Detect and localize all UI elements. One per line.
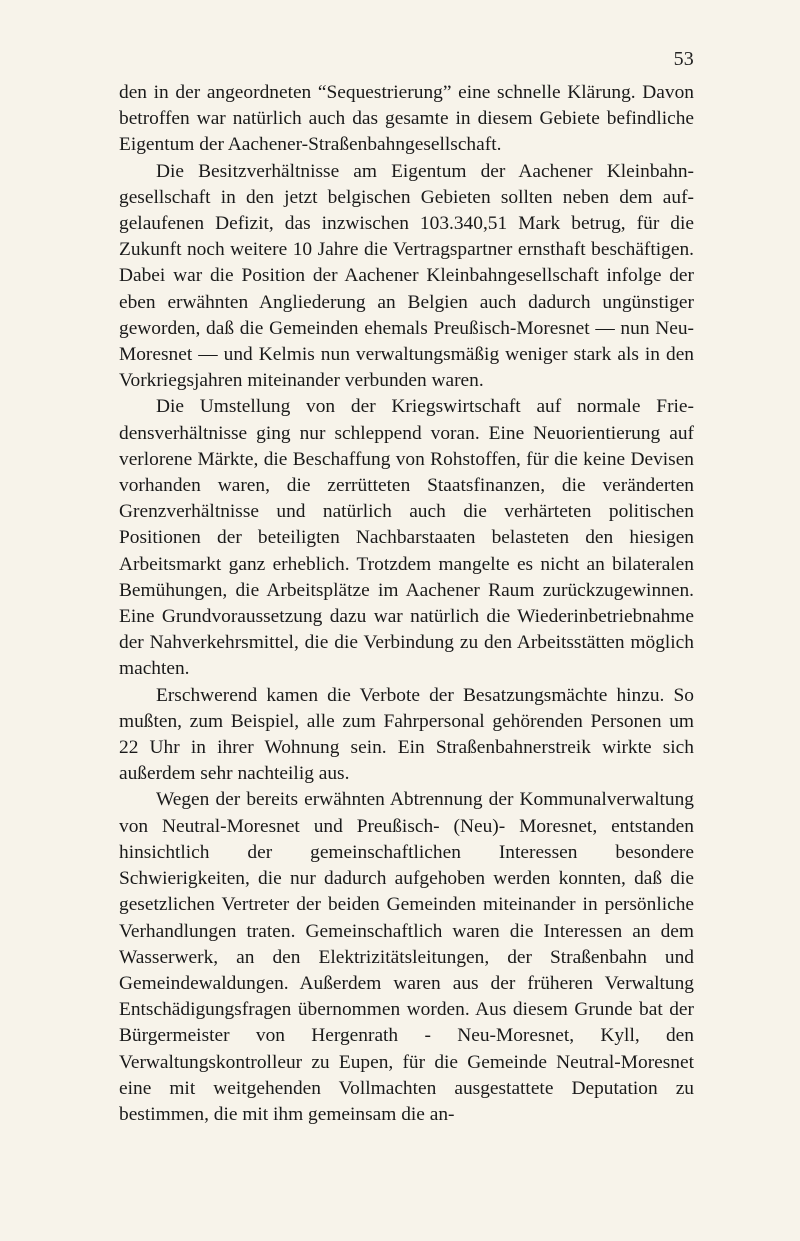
page-number: 53 [673, 48, 694, 70]
body-text [119, 80, 694, 1128]
paragraph-1: den in der angeordneten “Sequestrierung” eine schnelle Klärung. Davon betroffen war natürlich auch das gesamte in diesem Gebiete befindliche Eigentum der Aachener-Straßenbahngesellschaft. [119, 82, 694, 156]
paragraph-4: Erschwerend kamen die Verbote der Besatzungsmächte hinzu. So mußten, zum Beispiel, alle zum Fahrpersonal gehörenden Personen um 22 Uhr in ihrer Wohnung sein. Ein Straßenbahnerstreik wirkte sich außerdem sehr nachteilig aus. [119, 684, 694, 785]
paragraph-2: Die Besitzverhältnisse am Eigentum der Aachener Kleinbahngesellschaft in den jetzt belgischen Gebieten sollten neben dem aufgelaufenen Defizit, das inzwischen 103.340,51 Mark betrug, für die Zukunft noch weitere 10 Jahre die Vertragspartner ernsthaft beschäftigen. Dabei war die Position der Aachener Kleinbahngesellschaft infolge der eben erwähnten Angliederung an Belgien auch dadurch ungünstiger geworden, daß die Gemeinden ehemals Preußisch-Moresnet — nun Neu-Moresnet — und Kelmis nun verwaltungsmäßig weniger stark als in den Vorkriegsjahren miteinander verbunden waren. [119, 160, 694, 392]
paragraph-5: Wegen der bereits erwähnten Abtrennung der Kommunalverwaltung von Neutral-Moresnet und Preußisch- (Neu)- Moresnet, entstanden hinsichtlich der gemeinschaftlichen Interessen besondere Schwierigkeiten, die nur dadurch aufgehoben werden konnten, daß die gesetzlichen Vertreter der beiden Gemeinden miteinander in persönliche Verhandlungen traten. Gemeinschaftlich waren die Interessen an dem Wasserwerk, an den Elektrizitätsleitungen, der Straßenbahn und Gemeindewaldungen. Außerdem waren aus der früheren Verwaltung Entschädigungsfragen übernommen worden. Aus diesem Grunde bat der Bürgermeister von Hergenrath - Neu-Moresnet, Kyll, den Verwaltungskontrolleur zu Eupen, für die Gemeinde Neutral-Moresnet eine mit weitgehenden Vollmachten ausgestattete Deputation zu bestimmen, die mit ihm gemeinsam die an- [119, 789, 694, 1125]
paragraph-3: Die Umstellung von der Kriegswirtschaft auf normale Friedensverhältnisse ging nur schleppend voran. Eine Neuorientierung auf verlorene Märkte, die Beschaffung von Rohstoffen, für die keine Devisen vorhanden waren, die zerrütteten Staatsfinanzen, die veränderten Grenzverhältnisse und natürlich auch die verhärteten politischen Positionen der beteiligten Nachbarstaaten belasteten den hiesigen Arbeitsmarkt ganz erheblich. Trotzdem mangelte es nicht an bilateralen Bemühungen, die Arbeitsplätze im Aachener Raum zurückzugewinnen. Eine Grundvoraussetzung dazu war natürlich die Wiederinbetriebnahme der Nahverkehrsmittel, die die Verbindung zu den Arbeitsstätten möglich machten. [119, 396, 694, 680]
